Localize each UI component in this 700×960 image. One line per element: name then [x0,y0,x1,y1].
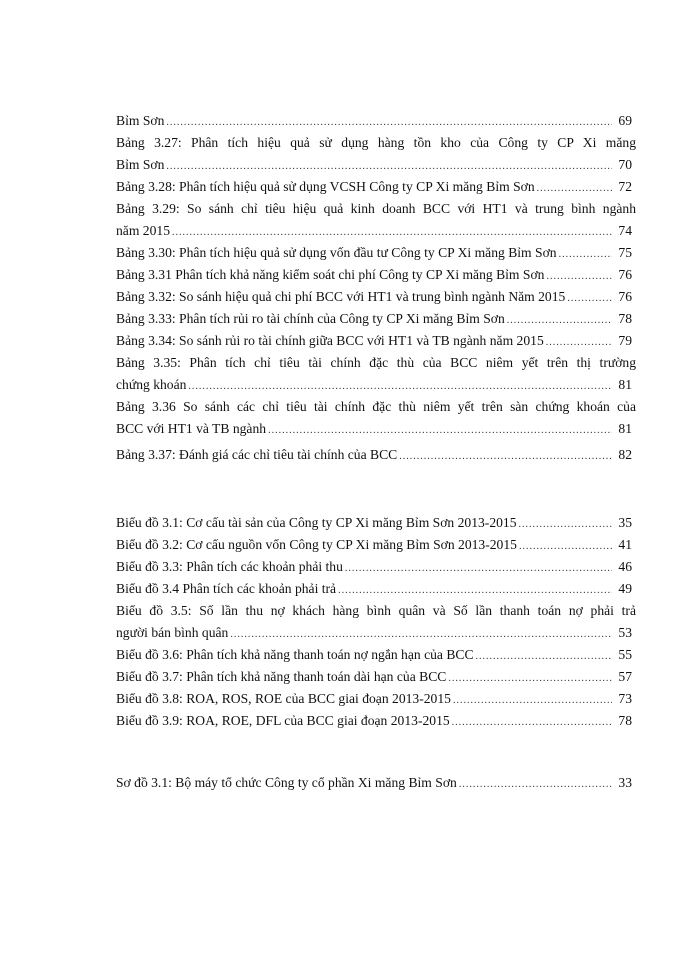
toc-entry-table-3-34[interactable]: Bảng 3.34: So sánh rủi ro tài chính giữa BCC với HT1 và TB ngành năm 2015 ..... 79 [116,330,636,352]
toc-entry-chart-3-6[interactable]: Biểu đồ 3.6: Phân tích khả năng thanh toán nợ ngắn hạn của BCC ..... 55 [116,644,636,666]
toc-entry-chart-3-5[interactable]: người bán bình quân ..... 53 [116,622,636,644]
toc-entry-table-3-29-line1[interactable]: Bảng 3.29: So sánh chỉ tiêu hiệu quả kinh doanh BCC với HT1 và trung bình ngành [116,201,636,216]
toc-entry-table-3-32[interactable]: Bảng 3.32: So sánh hiệu quả chi phí BCC với HT1 và trung bình ngành Năm 2015 ..... 76 [116,286,636,308]
toc-entry-table-3-36-line1[interactable]: Bảng 3.36 So sánh các chỉ tiêu tài chính đặc thù niêm yết trên sàn chứng khoán của [116,399,636,414]
toc-entry-table-3-36[interactable]: BCC với HT1 và TB ngành ..... 81 [116,418,636,440]
toc-entry-table-3-35[interactable]: chứng khoán ..... 81 [116,374,636,396]
toc-entry-chart-3-3[interactable]: Biểu đồ 3.3: Phân tích các khoản phải thu ..... 46 [116,556,636,578]
toc-entry-table-3-37[interactable]: Bảng 3.37: Đánh giá các chỉ tiêu tài chính của BCC ..... 82 [116,444,636,466]
toc-entry-table-3-33[interactable]: Bảng 3.33: Phân tích rủi ro tài chính của Công ty CP Xi măng Bỉm Sơn ..... 78 [116,308,636,330]
list-of-charts [116,512,636,732]
toc-entry-chart-3-8[interactable]: Biểu đồ 3.8: ROA, ROS, ROE của BCC giai đoạn 2013-2015 ..... 73 [116,688,636,710]
toc-entry-table-3-30[interactable]: Bảng 3.30: Phân tích hiệu quả sử dụng vốn đầu tư Công ty CP Xi măng Bỉm Sơn ..... 75 [116,242,636,264]
toc-entry-table-3-27[interactable]: Bỉm Sơn ..... 70 [116,154,636,176]
list-of-tables [116,110,636,466]
list-of-diagrams [116,772,636,794]
toc-entry-table-3-35-line1[interactable]: Bảng 3.35: Phân tích chỉ tiêu tài chính đặc thù của BCC niêm yết trên thị trường [116,355,636,370]
toc-entry-chart-3-9[interactable]: Biểu đồ 3.9: ROA, ROE, DFL của BCC giai đoạn 2013-2015 ..... 78 [116,710,636,732]
toc-entry-chart-3-7[interactable]: Biểu đồ 3.7: Phân tích khả năng thanh toán dài hạn của BCC ..... 57 [116,666,636,688]
toc-entry-table-3-31[interactable]: Bảng 3.31 Phân tích khả năng kiểm soát chi phí Công ty CP Xi măng Bỉm Sơn ..... 76 [116,264,636,286]
toc-entry-diagram-3-1[interactable]: Sơ đồ 3.1: Bộ máy tổ chức Công ty cổ phần Xi măng Bỉm Sơn ..... 33 [116,772,636,794]
toc-entry-table-3-27-line1[interactable]: Bảng 3.27: Phân tích hiệu quả sử dụng hàng tồn kho của Công ty CP Xi măng [116,135,636,150]
toc-entry-chart-3-5-line1[interactable]: Biểu đồ 3.5: Số lần thu nợ khách hàng bình quân và Số lần thanh toán nợ phải trả [116,603,636,618]
toc-entry-table-cont[interactable]: Bỉm Sơn ..... 69 [116,110,636,132]
toc-entry-table-3-29[interactable]: năm 2015 ..... 74 [116,220,636,242]
toc-entry-table-3-28[interactable]: Bảng 3.28: Phân tích hiệu quả sử dụng VCSH Công ty CP Xi măng Bỉm Sơn ..... 72 [116,176,636,198]
toc-entry-chart-3-4[interactable]: Biểu đồ 3.4 Phân tích các khoản phải trả ..... 49 [116,578,636,600]
toc-entry-chart-3-2[interactable]: Biểu đồ 3.2: Cơ cấu nguồn vốn Công ty CP Xi măng Bỉm Sơn 2013-2015 ..... 41 [116,534,636,556]
toc-entry-chart-3-1[interactable]: Biểu đồ 3.1: Cơ cấu tài sản của Công ty CP Xi măng Bỉm Sơn 2013-2015 ..... 35 [116,512,636,534]
